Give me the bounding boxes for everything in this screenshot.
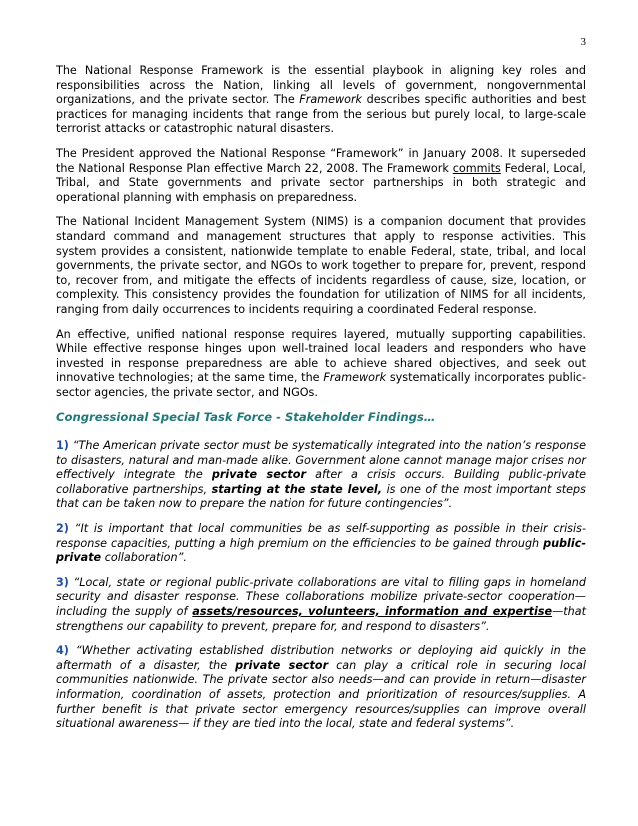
text-run: “It is important that local communities be as self-supporting as possible in their crisis-response capacities, putting a high premium on the efficiencies to be gained through [56, 522, 586, 550]
finding-4 [56, 644, 586, 732]
finding-3 [56, 576, 586, 634]
text-run-italic: Framework [323, 371, 387, 385]
finding-number: 1) [56, 439, 69, 453]
text-run-bold: starting at the state level, [211, 482, 383, 496]
text-run: collaboration”. [101, 551, 187, 565]
text-run: systematically incorporates public-sector agencies, the private sector, and NGOs. [56, 371, 586, 399]
text-run: is one of the most important steps that can be taken now to prepare the nation for future contingencies”. [56, 482, 586, 511]
section-heading: Congressional Special Task Force - Stakeholder Findings… [56, 410, 436, 425]
text-run-italic: Framework [299, 93, 363, 107]
paragraph-nims: The National Incident Management System (NIMS) is a companion document that provides standard command and management structures that apply to response activities. This system provides a consistent, nationwide template to enable Federal, state, tribal, and local governments, the private sector, and NGOs to work together to prepare for, prevent, respond to, recover from, and mitigate the effects of incidents regardless of cause, size, location, or complexity. This consistency provides the foundation for utilization of NIMS for all incidents, ranging from daily occurrences to incidents requiring a coordinated Federal response. [56, 215, 586, 316]
text-run: “Whether activating established distribution networks or deploying aid quickly in the aftermath of a disaster, the [56, 644, 586, 672]
text-run-underlined: commits [452, 161, 501, 175]
text-run: The National Response Framework is the essential playbook in aligning key roles and responsibilities across the Nation, linking all levels of government, nongovernmental organizations, and the private sector. The [56, 64, 586, 107]
text-run: An effective, unified national response requires layered, mutually supporting capabilities. While effective response hinges upon well-trained local leaders and responders who have invested in response preparedness are able to achieve shared objectives, and seek out innovative technologies; at the same time, the [56, 327, 586, 385]
paragraph-nrf [56, 64, 586, 137]
text-run: describes specific authorities and best practices for managing incidents that range from the serious but purely local, to large-scale terrorist attacks or catastrophic natural disasters. [56, 93, 586, 136]
text-run: can play a critical role in securing local communities nationwide. The private sector also needs—and can provide in return—disaster information, coordination of assets, protection and prioritization of resources/supplies. A further benefit is that private sector emergency resources/supplies can improve overall situational awareness— if they are tied into the local, state and federal systems”. [56, 658, 586, 731]
finding-2 [56, 522, 586, 566]
page-number: 3 [580, 36, 586, 48]
finding-number: 3) [56, 575, 69, 589]
text-run-bold: public-private [56, 536, 586, 565]
text-run: —that strengthens our capability to prevent, prepare for, and respond to disasters”. [56, 605, 586, 633]
text-run-bold-underlined: assets/resources, volunteers, information and expertise [192, 605, 553, 618]
text-run-bold: private sector [235, 658, 329, 672]
document-body [56, 64, 586, 742]
text-run: Federal, Local, Tribal, and State governments and private sector partnerships in both strategic and operational planning with emphasis on preparedness. [56, 161, 586, 204]
finding-number: 4) [56, 644, 69, 658]
text-run: “Local, state or regional public-private collaborations are vital to filling gaps in homeland security and disaster response. These collaborations mobilize private-sector cooperation—including the supply of [56, 575, 586, 618]
finding-number: 2) [56, 522, 69, 536]
text-run: after a crisis occurs. Building public-private collaborative partnerships, [56, 468, 586, 496]
text-run: The President approved the National Response “Framework” in January 2008. It superseded the National Response Plan effective March 22, 2008. The Framework [56, 146, 586, 175]
text-run-bold: private sector [211, 468, 306, 482]
text-run: “The American private sector must be systematically integrated into the nation’s response to disasters, natural and man-made alike. Government alone cannot manage major crises nor effectively integrate the [56, 439, 586, 482]
finding-1 [56, 439, 586, 512]
paragraph-unified-response [56, 328, 586, 401]
paragraph-president [56, 147, 586, 205]
